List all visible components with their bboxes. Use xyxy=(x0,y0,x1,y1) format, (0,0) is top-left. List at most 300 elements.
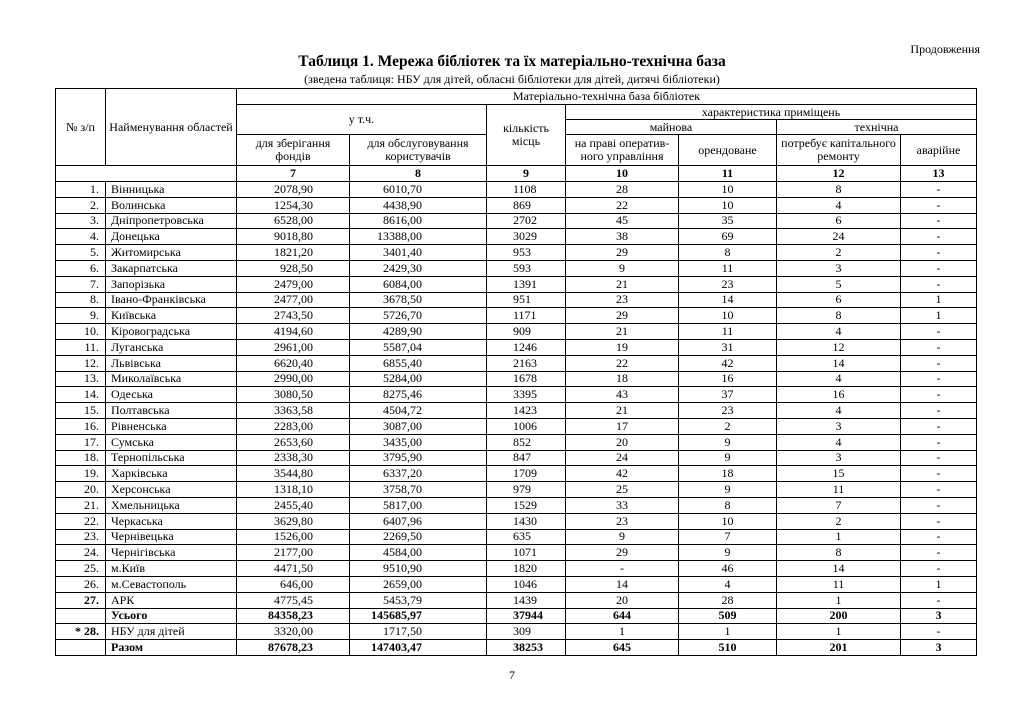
region-name: Чернівецька xyxy=(106,529,237,545)
table-row xyxy=(56,308,977,324)
operative-management: 23 xyxy=(566,513,679,529)
rented-count: 23 xyxy=(679,276,777,292)
region-name: Запорізька xyxy=(106,276,237,292)
column-number: 7 xyxy=(237,166,350,182)
region-name: Чернігівська xyxy=(106,545,237,561)
operative-management: 9 xyxy=(566,260,679,276)
storage-area: 4471,50 xyxy=(237,561,350,577)
operative-management: 20 xyxy=(566,592,679,608)
operative-management: 42 xyxy=(566,466,679,482)
emergency-count: - xyxy=(901,371,977,387)
service-area: 4504,72 xyxy=(350,403,487,419)
operative-management: - xyxy=(566,561,679,577)
header-premises: характеристика приміщень xyxy=(566,105,977,120)
repair-needed: 8 xyxy=(777,545,901,561)
operative-management: 45 xyxy=(566,213,679,229)
repair-needed: 11 xyxy=(777,576,901,592)
repair-needed: 24 xyxy=(777,229,901,245)
rented-count: 9 xyxy=(679,434,777,450)
places-count: 1678 xyxy=(487,371,566,387)
operative-management: 9 xyxy=(566,529,679,545)
service-area: 4438,90 xyxy=(350,197,487,213)
region-name: Дніпропетровська xyxy=(106,213,237,229)
service-area: 3401,40 xyxy=(350,245,487,261)
rented-count: 1 xyxy=(679,624,777,640)
service-area: 4289,90 xyxy=(350,324,487,340)
service-area: 6010,70 xyxy=(350,182,487,198)
emergency-count: 3 xyxy=(901,608,977,624)
places-count: 979 xyxy=(487,482,566,498)
repair-needed: 8 xyxy=(777,308,901,324)
service-area: 2429,30 xyxy=(350,260,487,276)
table-subtitle: (зведена таблиця: НБУ для дітей, обласні бібліотеки для дітей, дитячі бібліотеки) xyxy=(304,72,720,86)
operative-management: 43 xyxy=(566,387,679,403)
places-count: 3029 xyxy=(487,229,566,245)
places-count: 1430 xyxy=(487,513,566,529)
table-row xyxy=(56,403,977,419)
places-count: 37944 xyxy=(487,608,566,624)
page-number: 7 xyxy=(509,668,515,682)
rented-count: 7 xyxy=(679,529,777,545)
subtotal-row xyxy=(56,608,977,624)
table-row xyxy=(56,529,977,545)
rented-count: 4 xyxy=(679,576,777,592)
rented-count: 9 xyxy=(679,482,777,498)
emergency-count: - xyxy=(901,529,977,545)
rented-count: 9 xyxy=(679,545,777,561)
row-number: 16. xyxy=(56,418,106,434)
emergency-count: - xyxy=(901,403,977,419)
row-number: 27. xyxy=(56,592,106,608)
region-name: Донецька xyxy=(106,229,237,245)
operative-management: 14 xyxy=(566,576,679,592)
region-name: Волинська xyxy=(106,197,237,213)
places-count: 852 xyxy=(487,434,566,450)
repair-needed: 11 xyxy=(777,482,901,498)
storage-area: 2990,00 xyxy=(237,371,350,387)
row-number xyxy=(56,608,106,624)
emergency-count: 1 xyxy=(901,576,977,592)
rented-count: 11 xyxy=(679,260,777,276)
operative-management: 19 xyxy=(566,339,679,355)
row-number: 12. xyxy=(56,355,106,371)
repair-needed: 201 xyxy=(777,640,901,656)
operative-management: 18 xyxy=(566,371,679,387)
service-area: 6407,96 xyxy=(350,513,487,529)
operative-management: 20 xyxy=(566,434,679,450)
emergency-count: - xyxy=(901,197,977,213)
service-area: 5587,04 xyxy=(350,339,487,355)
row-number: 24. xyxy=(56,545,106,561)
column-number: 8 xyxy=(350,166,487,182)
storage-area: 1526,00 xyxy=(237,529,350,545)
operative-management: 38 xyxy=(566,229,679,245)
places-count: 1820 xyxy=(487,561,566,577)
row-number: 8. xyxy=(56,292,106,308)
header-places: кількість місць xyxy=(487,105,566,166)
continuation-label: Продовження xyxy=(910,42,980,56)
rented-count: 69 xyxy=(679,229,777,245)
row-number: 1. xyxy=(56,182,106,198)
region-name: Тернопільська xyxy=(106,450,237,466)
region-name: Черкаська xyxy=(106,513,237,529)
rented-count: 28 xyxy=(679,592,777,608)
storage-area: 6620,40 xyxy=(237,355,350,371)
storage-area: 87678,23 xyxy=(237,640,350,656)
repair-needed: 15 xyxy=(777,466,901,482)
places-count: 951 xyxy=(487,292,566,308)
service-area: 13388,00 xyxy=(350,229,487,245)
header-storage: для зберігання фондів xyxy=(237,135,350,166)
operative-management: 21 xyxy=(566,324,679,340)
region-name: Сумська xyxy=(106,434,237,450)
storage-area: 4194,60 xyxy=(237,324,350,340)
row-number: 22. xyxy=(56,513,106,529)
rented-count: 10 xyxy=(679,197,777,213)
header-service: для обслуговування користувачів xyxy=(350,135,487,166)
emergency-count: - xyxy=(901,229,977,245)
operative-management: 29 xyxy=(566,245,679,261)
table-title: Таблиця 1. Мережа бібліотек та їх матеріально-технічна база xyxy=(298,53,726,70)
header-property: майнова xyxy=(566,120,777,135)
region-name: Івано-Франківська xyxy=(106,292,237,308)
service-area: 5453,79 xyxy=(350,592,487,608)
storage-area: 2653,60 xyxy=(237,434,350,450)
operative-management: 29 xyxy=(566,545,679,561)
places-count: 309 xyxy=(487,624,566,640)
places-count: 3395 xyxy=(487,387,566,403)
places-count: 1709 xyxy=(487,466,566,482)
operative-management: 17 xyxy=(566,418,679,434)
repair-needed: 3 xyxy=(777,450,901,466)
repair-needed: 200 xyxy=(777,608,901,624)
service-area: 145685,97 xyxy=(350,608,487,624)
service-area: 6855,40 xyxy=(350,355,487,371)
places-count: 1391 xyxy=(487,276,566,292)
emergency-count: - xyxy=(901,245,977,261)
storage-area: 6528,00 xyxy=(237,213,350,229)
column-number: 13 xyxy=(901,166,977,182)
table-row xyxy=(56,466,977,482)
operative-management: 644 xyxy=(566,608,679,624)
emergency-count: - xyxy=(901,497,977,513)
repair-needed: 16 xyxy=(777,387,901,403)
places-count: 1529 xyxy=(487,497,566,513)
places-count: 38253 xyxy=(487,640,566,656)
column-number: 12 xyxy=(777,166,901,182)
row-number: * 28. xyxy=(56,624,106,640)
rented-count: 2 xyxy=(679,418,777,434)
operative-management: 645 xyxy=(566,640,679,656)
row-number: 18. xyxy=(56,450,106,466)
rented-count: 42 xyxy=(679,355,777,371)
column-number: 10 xyxy=(566,166,679,182)
header-blank xyxy=(56,166,237,182)
repair-needed: 4 xyxy=(777,371,901,387)
row-number: 26. xyxy=(56,576,106,592)
emergency-count: - xyxy=(901,387,977,403)
region-name: Разом xyxy=(106,640,237,656)
rented-count: 16 xyxy=(679,371,777,387)
rented-count: 510 xyxy=(679,640,777,656)
places-count: 953 xyxy=(487,245,566,261)
places-count: 1108 xyxy=(487,182,566,198)
rented-count: 35 xyxy=(679,213,777,229)
storage-area: 2455,40 xyxy=(237,497,350,513)
repair-needed: 1 xyxy=(777,529,901,545)
row-number: 3. xyxy=(56,213,106,229)
table-row xyxy=(56,387,977,403)
storage-area: 4775,45 xyxy=(237,592,350,608)
storage-area: 3629,80 xyxy=(237,513,350,529)
table-row xyxy=(56,482,977,498)
places-count: 847 xyxy=(487,450,566,466)
emergency-count: - xyxy=(901,276,977,292)
region-name: Житомирська xyxy=(106,245,237,261)
service-area: 3678,50 xyxy=(350,292,487,308)
service-area: 5817,00 xyxy=(350,497,487,513)
header-emergency: аварійне xyxy=(901,135,977,166)
rented-count: 14 xyxy=(679,292,777,308)
service-area: 8275,46 xyxy=(350,387,487,403)
header-material-base: Матеріально-технічна база бібліотек xyxy=(237,89,977,105)
row-number: 13. xyxy=(56,371,106,387)
emergency-count: - xyxy=(901,434,977,450)
row-number: 7. xyxy=(56,276,106,292)
operative-management: 23 xyxy=(566,292,679,308)
repair-needed: 4 xyxy=(777,403,901,419)
row-number: 6. xyxy=(56,260,106,276)
region-name: Миколаївська xyxy=(106,371,237,387)
service-area: 3758,70 xyxy=(350,482,487,498)
places-count: 2702 xyxy=(487,213,566,229)
header-no: № з/п xyxy=(56,89,106,166)
table-row xyxy=(56,260,977,276)
table-row xyxy=(56,513,977,529)
region-name: Усього xyxy=(106,608,237,624)
repair-needed: 2 xyxy=(777,513,901,529)
region-name: м.Севастополь xyxy=(106,576,237,592)
repair-needed: 4 xyxy=(777,324,901,340)
rented-count: 9 xyxy=(679,450,777,466)
service-area: 6084,00 xyxy=(350,276,487,292)
rented-count: 11 xyxy=(679,324,777,340)
rented-count: 31 xyxy=(679,339,777,355)
rented-count: 8 xyxy=(679,245,777,261)
table-row xyxy=(56,371,977,387)
emergency-count: 3 xyxy=(901,640,977,656)
row-number: 14. xyxy=(56,387,106,403)
region-name: Полтавська xyxy=(106,403,237,419)
service-area: 3087,00 xyxy=(350,418,487,434)
emergency-count: - xyxy=(901,624,977,640)
row-number: 20. xyxy=(56,482,106,498)
storage-area: 3544,80 xyxy=(237,466,350,482)
row-number: 19. xyxy=(56,466,106,482)
table-row xyxy=(56,339,977,355)
repair-needed: 8 xyxy=(777,182,901,198)
emergency-count: 1 xyxy=(901,308,977,324)
rented-count: 10 xyxy=(679,308,777,324)
table-row xyxy=(56,276,977,292)
region-name: Київська xyxy=(106,308,237,324)
places-count: 1071 xyxy=(487,545,566,561)
table-row xyxy=(56,545,977,561)
region-name: Харківська xyxy=(106,466,237,482)
region-name: м.Київ xyxy=(106,561,237,577)
table-row xyxy=(56,434,977,450)
places-count: 1439 xyxy=(487,592,566,608)
emergency-count: - xyxy=(901,324,977,340)
emergency-count: - xyxy=(901,592,977,608)
storage-area: 2283,00 xyxy=(237,418,350,434)
row-number: 10. xyxy=(56,324,106,340)
table-row xyxy=(56,229,977,245)
emergency-count: - xyxy=(901,355,977,371)
table-row xyxy=(56,592,977,608)
row-number: 9. xyxy=(56,308,106,324)
places-count: 593 xyxy=(487,260,566,276)
column-number: 9 xyxy=(487,166,566,182)
rented-count: 37 xyxy=(679,387,777,403)
table-row xyxy=(56,418,977,434)
operative-management: 28 xyxy=(566,182,679,198)
column-number: 11 xyxy=(679,166,777,182)
emergency-count: - xyxy=(901,260,977,276)
table-row xyxy=(56,197,977,213)
rented-count: 46 xyxy=(679,561,777,577)
table-row xyxy=(56,245,977,261)
row-number: 17. xyxy=(56,434,106,450)
row-number xyxy=(56,640,106,656)
table-row xyxy=(56,576,977,592)
storage-area: 2477,00 xyxy=(237,292,350,308)
service-area: 5726,70 xyxy=(350,308,487,324)
storage-area: 2743,50 xyxy=(237,308,350,324)
service-area: 9510,90 xyxy=(350,561,487,577)
emergency-count: - xyxy=(901,450,977,466)
repair-needed: 3 xyxy=(777,418,901,434)
rented-count: 509 xyxy=(679,608,777,624)
repair-needed: 1 xyxy=(777,592,901,608)
region-name: Луганська xyxy=(106,339,237,355)
service-area: 147403,47 xyxy=(350,640,487,656)
storage-area: 9018,80 xyxy=(237,229,350,245)
header-region: Найменування областей xyxy=(106,89,237,166)
repair-needed: 14 xyxy=(777,355,901,371)
emergency-count: - xyxy=(901,561,977,577)
operative-management: 25 xyxy=(566,482,679,498)
rented-count: 8 xyxy=(679,497,777,513)
storage-area: 2479,00 xyxy=(237,276,350,292)
storage-area: 3363,58 xyxy=(237,403,350,419)
row-number: 23. xyxy=(56,529,106,545)
table-row xyxy=(56,292,977,308)
header-repair: потребує капітального ремонту xyxy=(777,135,901,166)
header-operative: на праві оператив-ного управління xyxy=(566,135,679,166)
places-count: 909 xyxy=(487,324,566,340)
table-row xyxy=(56,497,977,513)
nbu-row xyxy=(56,624,977,640)
emergency-count: - xyxy=(901,513,977,529)
emergency-count: - xyxy=(901,466,977,482)
repair-needed: 6 xyxy=(777,292,901,308)
emergency-count: - xyxy=(901,482,977,498)
rented-count: 10 xyxy=(679,182,777,198)
places-count: 635 xyxy=(487,529,566,545)
service-area: 1717,50 xyxy=(350,624,487,640)
storage-area: 1254,30 xyxy=(237,197,350,213)
storage-area: 2338,30 xyxy=(237,450,350,466)
row-number: 5. xyxy=(56,245,106,261)
service-area: 3435,00 xyxy=(350,434,487,450)
region-name: АРК xyxy=(106,592,237,608)
total-row xyxy=(56,640,977,656)
region-name: Львівська xyxy=(106,355,237,371)
operative-management: 1 xyxy=(566,624,679,640)
region-name: Херсонська xyxy=(106,482,237,498)
repair-needed: 2 xyxy=(777,245,901,261)
table-row xyxy=(56,355,977,371)
region-name: Рівненська xyxy=(106,418,237,434)
row-number: 21. xyxy=(56,497,106,513)
storage-area: 84358,23 xyxy=(237,608,350,624)
header-technical: технічна xyxy=(777,120,977,135)
emergency-count: - xyxy=(901,545,977,561)
rented-count: 18 xyxy=(679,466,777,482)
header-incl: у т.ч. xyxy=(237,105,487,135)
table-row xyxy=(56,561,977,577)
header-rented: орендоване xyxy=(679,135,777,166)
operative-management: 24 xyxy=(566,450,679,466)
repair-needed: 12 xyxy=(777,339,901,355)
repair-needed: 7 xyxy=(777,497,901,513)
service-area: 3795,90 xyxy=(350,450,487,466)
rented-count: 10 xyxy=(679,513,777,529)
region-name: Хмельницька xyxy=(106,497,237,513)
operative-management: 21 xyxy=(566,276,679,292)
storage-area: 1318,10 xyxy=(237,482,350,498)
region-name: Одеська xyxy=(106,387,237,403)
service-area: 4584,00 xyxy=(350,545,487,561)
row-number: 4. xyxy=(56,229,106,245)
library-network-table xyxy=(55,88,977,656)
emergency-count: - xyxy=(901,418,977,434)
operative-management: 22 xyxy=(566,355,679,371)
row-number: 15. xyxy=(56,403,106,419)
operative-management: 22 xyxy=(566,197,679,213)
table-row xyxy=(56,182,977,198)
table-header xyxy=(56,89,977,182)
region-name: Вінницька xyxy=(106,182,237,198)
region-name: Закарпатська xyxy=(106,260,237,276)
table-body xyxy=(56,182,977,656)
table-row xyxy=(56,450,977,466)
repair-needed: 3 xyxy=(777,260,901,276)
repair-needed: 14 xyxy=(777,561,901,577)
table-row xyxy=(56,324,977,340)
emergency-count: 1 xyxy=(901,292,977,308)
rented-count: 23 xyxy=(679,403,777,419)
region-name: Кіровоградська xyxy=(106,324,237,340)
row-number: 2. xyxy=(56,197,106,213)
places-count: 1006 xyxy=(487,418,566,434)
service-area: 6337,20 xyxy=(350,466,487,482)
operative-management: 21 xyxy=(566,403,679,419)
storage-area: 2078,90 xyxy=(237,182,350,198)
operative-management: 29 xyxy=(566,308,679,324)
repair-needed: 4 xyxy=(777,197,901,213)
